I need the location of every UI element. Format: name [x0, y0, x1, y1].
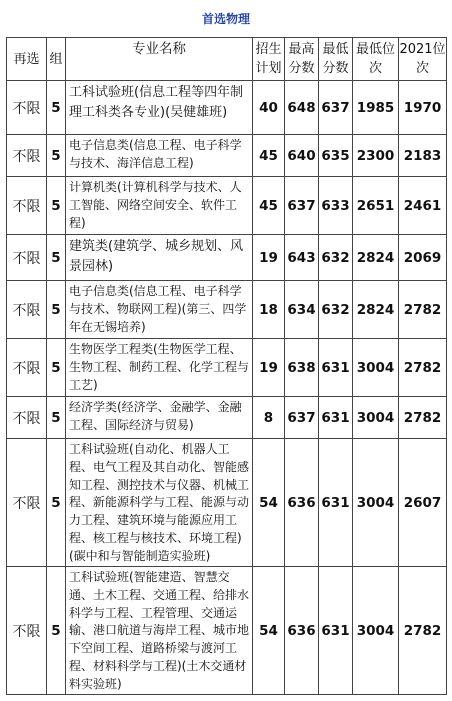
cell-min-score: 631 [319, 339, 353, 397]
admission-table [6, 37, 447, 695]
cell-max-score: 648 [285, 81, 319, 135]
cell-min-score: 632 [319, 235, 353, 281]
cell-min-score: 635 [319, 135, 353, 177]
cell-group: 5 [47, 439, 66, 567]
cell-quota: 54 [253, 567, 285, 695]
cell-reselect: 不限 [7, 135, 47, 177]
cell-quota: 40 [253, 81, 285, 135]
cell-reselect: 不限 [7, 177, 47, 235]
cell-rank-2021: 2782 [399, 567, 447, 695]
cell-rank-2021: 2782 [399, 281, 447, 339]
cell-group: 5 [47, 567, 66, 695]
cell-major: 电子信息类(信息工程、电子科学与技术、海洋信息工程) [66, 135, 253, 177]
header-max-score: 最高分数 [285, 38, 319, 81]
table-row [7, 177, 447, 235]
cell-min-rank: 3004 [353, 567, 399, 695]
cell-major: 工科试验班(信息工程等四年制理工科类各专业)(吴健雄班) [66, 81, 253, 135]
cell-min-rank: 3004 [353, 439, 399, 567]
cell-quota: 18 [253, 281, 285, 339]
header-group: 组 [47, 38, 66, 81]
cell-max-score: 636 [285, 439, 319, 567]
cell-rank-2021: 1970 [399, 81, 447, 135]
table-row [7, 281, 447, 339]
cell-reselect: 不限 [7, 235, 47, 281]
page-title: 首选物理 [201, 12, 250, 26]
cell-min-score: 637 [319, 81, 353, 135]
cell-min-score: 631 [319, 439, 353, 567]
cell-group: 5 [47, 339, 66, 397]
table-row [7, 397, 447, 439]
cell-quota: 45 [253, 135, 285, 177]
cell-group: 5 [47, 177, 66, 235]
cell-major: 工科试验班(自动化、机器人工程、电气工程及其自动化、智能感知工程、测控技术与仪器、机械工程、新能源科学与工程、能源与动力工程、建筑环境与能源应用工程、核工程与核技术、环境工程)(碳中和与智能制造实验班) [66, 439, 253, 567]
cell-reselect: 不限 [7, 81, 47, 135]
header-row [7, 38, 447, 81]
cell-min-score: 631 [319, 567, 353, 695]
header-quota: 招生计划 [253, 38, 285, 81]
cell-reselect: 不限 [7, 281, 47, 339]
cell-min-rank: 2824 [353, 281, 399, 339]
cell-rank-2021: 2607 [399, 439, 447, 567]
cell-reselect: 不限 [7, 439, 47, 567]
cell-major: 计算机类(计算机科学与技术、人工智能、网络空间安全、软件工程) [66, 177, 253, 235]
cell-group: 5 [47, 397, 66, 439]
cell-reselect: 不限 [7, 339, 47, 397]
cell-group: 5 [47, 281, 66, 339]
header-major: 专业名称 [66, 38, 253, 81]
table-row [7, 135, 447, 177]
cell-max-score: 636 [285, 567, 319, 695]
cell-group: 5 [47, 135, 66, 177]
cell-rank-2021: 2782 [399, 339, 447, 397]
cell-rank-2021: 2461 [399, 177, 447, 235]
table-row [7, 439, 447, 567]
cell-quota: 8 [253, 397, 285, 439]
header-reselect: 再选 [7, 38, 47, 81]
cell-min-rank: 1985 [353, 81, 399, 135]
cell-min-score: 631 [319, 397, 353, 439]
cell-min-rank: 3004 [353, 397, 399, 439]
cell-reselect: 不限 [7, 397, 47, 439]
table-row [7, 81, 447, 135]
table-row [7, 567, 447, 695]
cell-rank-2021: 2782 [399, 397, 447, 439]
cell-min-rank: 2300 [353, 135, 399, 177]
cell-max-score: 643 [285, 235, 319, 281]
cell-min-score: 632 [319, 281, 353, 339]
header-min-score: 最低分数 [319, 38, 353, 81]
cell-quota: 45 [253, 177, 285, 235]
cell-max-score: 638 [285, 339, 319, 397]
table-row [7, 235, 447, 281]
cell-quota: 54 [253, 439, 285, 567]
cell-max-score: 640 [285, 135, 319, 177]
cell-major: 电子信息类(信息工程、电子科学与技术、物联网工程)(第三、四学年在无锡培养) [66, 281, 253, 339]
cell-rank-2021: 2069 [399, 235, 447, 281]
cell-reselect: 不限 [7, 567, 47, 695]
cell-group: 5 [47, 81, 66, 135]
cell-major: 生物医学工程类(生物医学工程、生物工程、制药工程、化学工程与工艺) [66, 339, 253, 397]
header-min-rank: 最低位次 [353, 38, 399, 81]
cell-min-rank: 2824 [353, 235, 399, 281]
cell-major: 经济学类(经济学、金融学、金融工程、国际经济与贸易) [66, 397, 253, 439]
cell-quota: 19 [253, 339, 285, 397]
cell-group: 5 [47, 235, 66, 281]
cell-quota: 19 [253, 235, 285, 281]
header-rank-2021: 2021位次 [399, 38, 447, 81]
cell-min-rank: 2651 [353, 177, 399, 235]
cell-major: 建筑类(建筑学、城乡规划、风景园林) [66, 235, 253, 281]
cell-min-score: 633 [319, 177, 353, 235]
table-row [7, 339, 447, 397]
cell-major: 工科试验班(智能建造、智慧交通、土木工程、交通工程、给排水科学与工程、工程管理、交通运输、港口航道与海岸工程、城市地下空间工程、道路桥梁与渡河工程、材料科学与工程)(土木交通材料实验班) [66, 567, 253, 695]
cell-rank-2021: 2183 [399, 135, 447, 177]
cell-min-rank: 3004 [353, 339, 399, 397]
cell-max-score: 637 [285, 397, 319, 439]
cell-max-score: 637 [285, 177, 319, 235]
cell-max-score: 634 [285, 281, 319, 339]
